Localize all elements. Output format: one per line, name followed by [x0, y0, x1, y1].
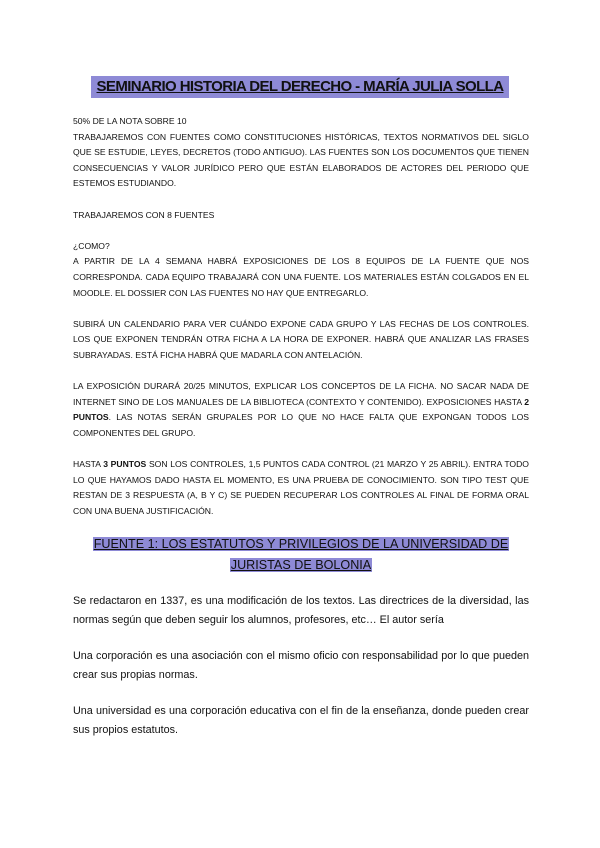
- fuente-paragraph-2: Una corporación es una asociación con el mismo oficio con responsabilidad por lo que pueden crear sus propias normas.: [73, 650, 529, 681]
- title-wrap: [0, 76, 600, 98]
- intro-paragraph-1: TRABAJAREMOS CON FUENTES COMO CONSTITUCIONES HISTÓRICAS, TEXTOS NORMATIVOS DEL SIGLO QUE SE ESTUDIE, LEYES, DECRETOS (TODO ANTIGUO). LAS FUENTES SON LOS DOCUMENTOS QUE TIENEN CONSECUENCIAS Y VALOR JURÍDICO PERO QUE ESTÁN ELABORADOS DE ACTORES DEL PERIODO QUE ESTEMOS ESTUDIANDO.: [73, 131, 529, 189]
- fuente-body: [73, 592, 529, 739]
- intro-section: [73, 114, 529, 519]
- intro-paragraph-6: [73, 457, 529, 519]
- p6-text-b: SON LOS CONTROLES, 1,5 PUNTOS CADA CONTROL (21 MARZO Y 25 ABRIL). ENTRA TODO LO QUE HAYAMOS DADO HASTA EL MOMENTO, ES UNA PRUEBA DE CONOCIMIENTO. SON TIPO TEST QUE RESTAN DE 3 RESPUESTA (A, B Y C) SE PUEDEN RECUPERAR LOS CONTROLES AL FINAL DE FORMA ORAL CON UNA BUENA JUSTIFICACIÓN.: [73, 459, 529, 516]
- fuente-heading: [73, 534, 529, 576]
- document-title: SEMINARIO HISTORIA DEL DERECHO - MARÍA JULIA SOLLA: [91, 76, 510, 98]
- p6-bold: 3 PUNTOS: [103, 459, 147, 470]
- como-heading: ¿COMO?: [73, 240, 110, 251]
- intro-line: 50% DE LA NOTA SOBRE 10: [73, 116, 187, 126]
- fuente-heading-line-1: FUENTE 1: LOS ESTATUTOS Y PRIVILEGIOS DE LA UNIVERSIDAD DE: [93, 537, 509, 551]
- p5-text-a: LA EXPOSICIÓN DURARÁ 20/25 MINUTOS, EXPLICAR LOS CONCEPTOS DE LA FICHA. NO SACAR NADA DE INTERNET SINO DE LOS MANUALES DE LA BIBLIOTECA (CONTEXTO Y CONTENIDO). EXPOSICIONES HASTA: [73, 381, 529, 407]
- p5-bold: 2 PUNTOS: [73, 396, 529, 423]
- fuente-paragraph-1: Se redactaron en 1337, es una modificación de los textos. Las directrices de la diversidad, las normas según que deben seguir los alumnos, profesores, etc… El autor sería: [73, 595, 529, 626]
- intro-paragraph-3: A PARTIR DE LA 4 SEMANA HABRÁ EXPOSICIONES DE LOS 8 EQUIPOS DE LA FUENTE QUE NOS CORRESPONDA. CADA EQUIPO TRABAJARÁ CON UNA FUENTE. LOS MATERIALES ESTÁN COLGADOS EN EL MOODLE. EL DOSSIER CON LAS FUENTES NO HAY QUE ENTREGARLO.: [73, 256, 529, 298]
- intro-paragraph-2: TRABAJAREMOS CON 8 FUENTES: [73, 209, 215, 220]
- fuente-heading-line-2: JURISTAS DE BOLONIA: [230, 558, 372, 572]
- p5-text-b: . LAS NOTAS SERÁN GRUPALES POR LO QUE NO HACE FALTA QUE EXPONGAN TODOS LOS COMPONENTES DEL GRUPO.: [73, 412, 529, 438]
- p6-text-a: HASTA: [73, 459, 104, 470]
- intro-paragraph-4: SUBIRÁ UN CALENDARIO PARA VER CUÁNDO EXPONE CADA GRUPO Y LAS FECHAS DE LOS CONTROLES. LOS QUE EXPONEN TENDRÁN OTRA FICHA A LA HORA DE EXPONER. HABRÁ QUE ANALIZAR LAS FRASES SUBRAYADAS. ESTÁ FICHA HABRÁ QUE MADARLA CON ANTELACIÓN.: [73, 318, 529, 360]
- fuente-paragraph-3: Una universidad es una corporación educativa con el fin de la enseñanza, donde pueden crear sus propios estatutos.: [73, 705, 529, 736]
- intro-paragraph-5: [73, 379, 529, 441]
